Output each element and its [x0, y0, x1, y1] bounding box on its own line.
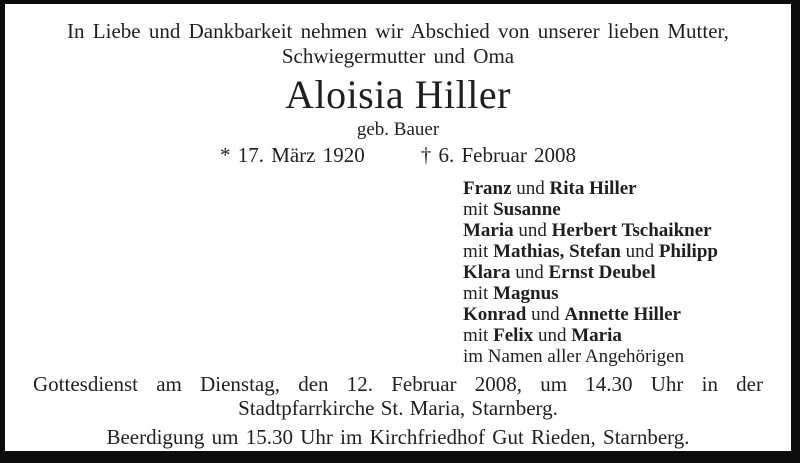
life-dates [5, 143, 791, 167]
birth-date: * 17. März 1920 [219, 143, 365, 167]
family-line: Franz und Rita Hiller [463, 178, 637, 199]
intro-text [5, 19, 791, 69]
family-line: mit Susanne [463, 199, 561, 220]
deceased-name: Aloisia Hiller [285, 72, 511, 117]
death-date: † 6. Februar 2008 [420, 143, 577, 167]
family-line: mit Mathias, Stefan und Philipp [463, 241, 718, 262]
family-list [463, 178, 791, 367]
service-line-1: Gottesdienst am Dienstag, den 12. Februar 2008, um 14.30 Uhr in der [33, 372, 763, 396]
family-line: mit Felix und Maria [463, 325, 622, 346]
family-line: mit Magnus [463, 283, 559, 304]
intro-line-1: In Liebe und Dankbarkeit nehmen wir Abschied von unserer lieben Mutter, [67, 19, 729, 43]
service-line-2: Stadtpfarrkirche St. Maria, Starnberg. [238, 396, 558, 420]
family-line: Konrad und Annette Hiller [463, 304, 681, 325]
burial-info: Beerdigung um 15.30 Uhr im Kirchfriedhof Gut Rieden, Starnberg. [106, 425, 690, 449]
intro-line-2: Schwiegermutter und Oma [281, 44, 515, 68]
family-line: Maria und Herbert Tschaikner [463, 220, 712, 241]
maiden-name: geb. Bauer [356, 119, 440, 140]
service-info [5, 372, 791, 420]
family-line: im Namen aller Angehörigen [463, 346, 685, 367]
family-line: Klara und Ernst Deubel [463, 262, 656, 283]
